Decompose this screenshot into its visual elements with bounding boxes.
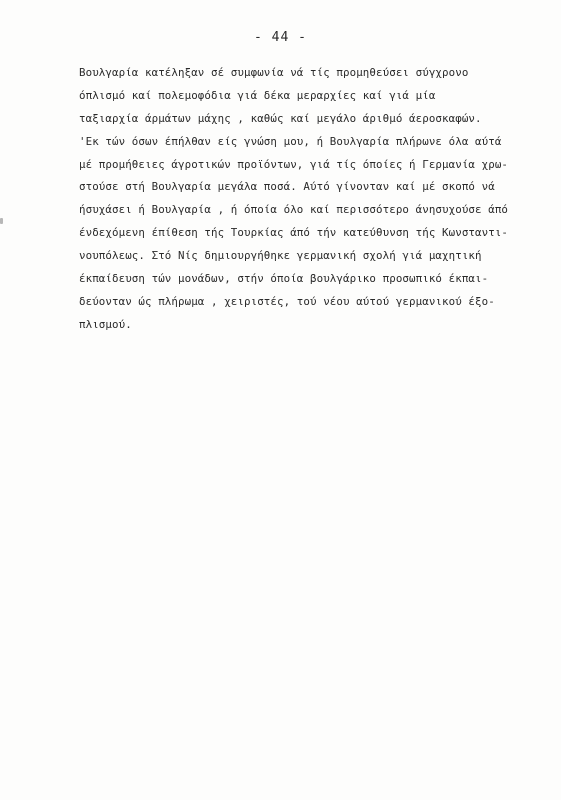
text-line: νουπόλεως. Στό Νίς δημιουργήθηκε γερμανική σχολή γιά μαχητική: [79, 249, 482, 263]
text-line: στούσε στή Βουλγαρία μεγάλα ποσά. Αύτό γίνονταν καί μέ σκοπό νά: [79, 180, 495, 194]
text-line: ήσυχάσει ή Βουλγαρία , ή όποία όλο καί περισσότερο άνησυχούσε άπό: [79, 203, 509, 217]
text-line: ένδεχόμενη έπίθεση τής Τουρκίας άπό τήν κατεύθυνση τής Κωνσταντι-: [79, 226, 509, 240]
text-line: όπλισμό καί πολεμοφόδια γιά δέκα μεραρχίες καί γιά μία: [79, 88, 436, 102]
page-number: - 44 -: [254, 30, 307, 45]
text-line: μέ προμήθειες άγροτικών προϊόντων, γιά τίς όποίες ή Γερμανία χρω-: [79, 157, 509, 171]
body-text: [79, 62, 539, 337]
scan-mark: [0, 218, 3, 224]
text-line: πλισμού.: [79, 317, 132, 331]
text-line: ταξιαρχία άρμάτων μάχης , καθώς καί μεγάλο άριθμό άεροσκαφών.: [79, 111, 482, 125]
text-line: δεύονταν ώς πλήρωμα , χειριστές, τού νέου αύτού γερμανικού έξο-: [79, 294, 495, 308]
text-line: 'Εκ τών όσων έπήλθαν είς γνώση μου, ή Βουλγαρία πλήρωνε όλα αύτά: [79, 134, 502, 148]
text-line: έκπαίδευση τών μονάδων, στήν όποία βουλγάρικο προσωπικό έκπαι-: [79, 272, 489, 286]
text-line: Βουλγαρία κατέληξαν σέ συμφωνία νά τίς προμηθεύσει σύγχρονο: [79, 66, 469, 79]
